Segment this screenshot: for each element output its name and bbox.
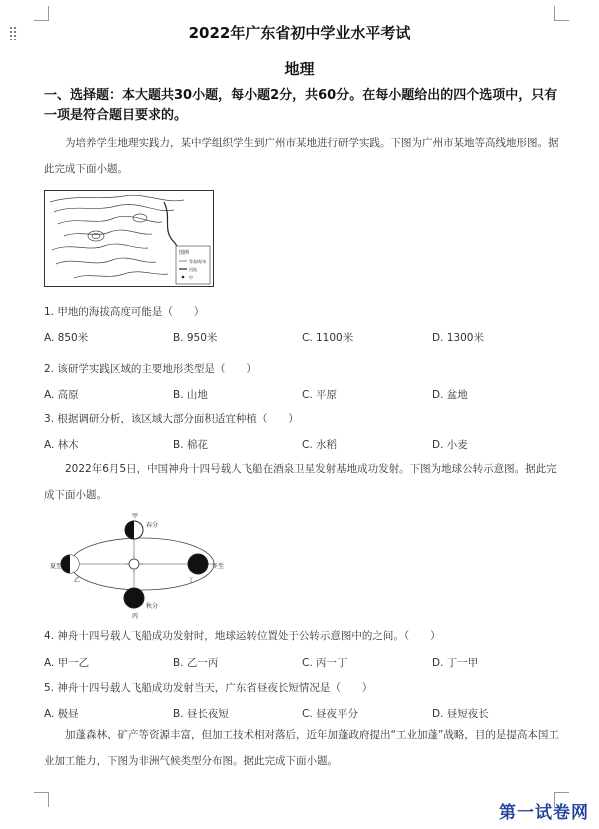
q1-option-c[interactable]: C. 1100米 xyxy=(302,332,354,344)
contour-map-figure xyxy=(44,190,214,287)
map-legend-title: 图例 xyxy=(179,250,190,256)
q4-option-d[interactable]: D. 丁一甲 xyxy=(432,657,479,669)
q4-option-a[interactable]: A. 甲一乙 xyxy=(44,657,90,669)
label-bing: 丙 xyxy=(132,613,139,620)
q1-option-d[interactable]: D. 1300米 xyxy=(432,332,484,344)
label-ding: 丁 xyxy=(188,577,195,584)
crop-mark-top-right xyxy=(554,6,569,21)
label-yi: 乙 xyxy=(74,577,81,584)
q1-option-a[interactable]: A. 850米 xyxy=(44,332,89,344)
map-legend-point: 甲 xyxy=(189,275,193,280)
earth-summer xyxy=(61,555,79,573)
passage-1: 为培养学生地理实践力，某中学组织学生到广州市某地进行研学实践。下图为广州市某地等高线地形图。据此完成下面小题。 xyxy=(44,137,559,175)
label-autumn: 秋分 xyxy=(146,603,159,610)
map-legend-contour: 等高线/米 xyxy=(189,259,207,264)
site-watermark: 第一试卷网 xyxy=(499,803,589,823)
q5-option-c[interactable]: C. 昼夜平分 xyxy=(302,708,359,720)
q5-option-b[interactable]: B. 昼长夜短 xyxy=(173,708,229,720)
earth-autumn xyxy=(124,588,144,608)
label-jia: 甲 xyxy=(132,513,139,520)
earth-spring xyxy=(125,521,143,539)
question-1: 1. 甲地的海拔高度可能是（ ） xyxy=(44,306,205,318)
q4-option-b[interactable]: B. 乙一丙 xyxy=(173,657,219,669)
q2-option-c[interactable]: C. 平原 xyxy=(302,389,338,401)
q2-option-d[interactable]: D. 盆地 xyxy=(432,389,468,401)
question-5: 5. 神舟十四号载人飞船成功发射当天，广东省昼夜长短情况是（ ） xyxy=(44,682,373,694)
q4-option-c[interactable]: C. 丙一丁 xyxy=(302,657,348,669)
question-2: 2. 该研学实践区域的主要地形类型是（ ） xyxy=(44,363,257,375)
subject-title: 地理 xyxy=(284,60,315,78)
crop-mark-bottom-left xyxy=(34,792,49,807)
q5-option-a[interactable]: A. 极昼 xyxy=(44,708,79,720)
q5-option-d[interactable]: D. 昼短夜长 xyxy=(432,708,489,720)
label-winter: 冬至 xyxy=(212,563,225,570)
q2-option-b[interactable]: B. 山地 xyxy=(173,389,208,401)
map-legend-river: 河流 xyxy=(189,267,197,272)
earth-winter xyxy=(188,554,208,574)
question-4: 4. 神舟十四号载人飞船成功发射时，地球运转位置处于公转示意图中的之间。（ ） xyxy=(44,630,441,642)
passage-2: 2022年6月5日，中国神舟十四号载人飞船在酒泉卫星发射基地成功发射。下图为地球公转示意图。据此完成下面小题。 xyxy=(44,463,557,501)
earth-orbit-figure xyxy=(50,508,240,622)
exam-title: 2022年广东省初中学业水平考试 xyxy=(188,24,411,42)
q3-option-c[interactable]: C. 水稻 xyxy=(302,439,338,451)
question-3: 3. 根据调研分析，该区域大部分面积适宜种植（ ） xyxy=(44,413,299,425)
passage-3: 加蓬森林、矿产等资源丰富，但加工技术相对落后，近年加蓬政府提出“工业加蓬”战略，目的是提高本国工业加工能力，下图为非洲气候类型分布图。据此完成下面小题。 xyxy=(44,729,559,767)
sun-icon xyxy=(129,559,139,569)
q3-option-b[interactable]: B. 棉花 xyxy=(173,439,208,451)
q3-option-a[interactable]: A. 林木 xyxy=(44,439,79,451)
section-heading: 一、选择题：本大题共30小题，每小题2分，共60分。在每小题给出的四个选项中，只有一项是符合题目要求的。 xyxy=(44,88,558,123)
q3-option-d[interactable]: D. 小麦 xyxy=(432,439,468,451)
q1-option-b[interactable]: B. 950米 xyxy=(173,332,218,344)
label-summer: 夏至 xyxy=(50,563,63,570)
crop-mark-top-left xyxy=(34,6,49,21)
q2-option-a[interactable]: A. 高原 xyxy=(44,389,79,401)
label-spring: 春分 xyxy=(146,522,159,529)
